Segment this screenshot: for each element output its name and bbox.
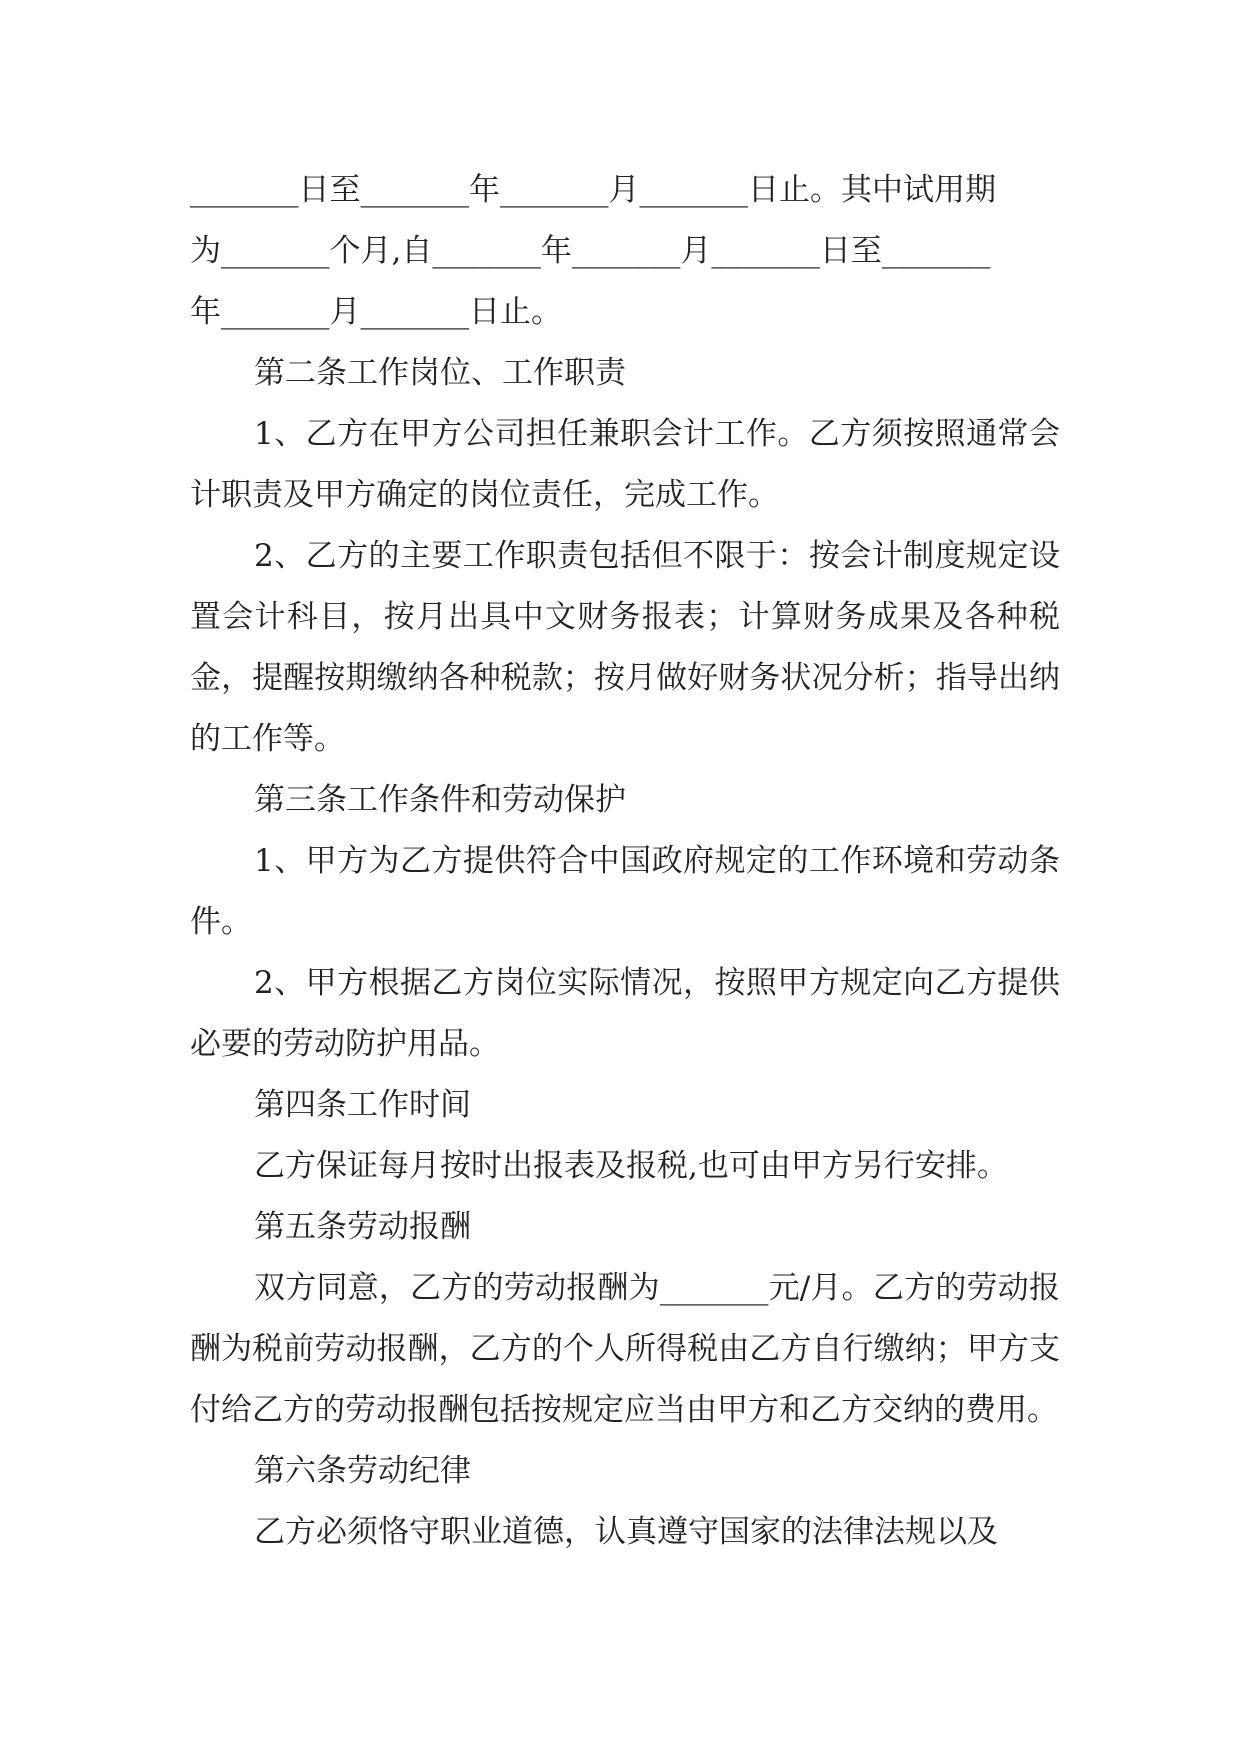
article-2-clause-2: 2、乙方的主要工作职责包括但不限于：按会计制度规定设置会计科目，按月出具中文财务报表；计算财务成果及各种税金，提醒按期缴纳各种税款；按月做好财务状况分析；指导出纳的工作等。: [190, 538, 1060, 757]
article-6-body: 乙方必须恪守职业道德，认真遵守国家的法律法规以及: [254, 1514, 998, 1550]
article-3-clause-1: 1、甲方为乙方提供符合中国政府规定的工作环境和劳动条件。: [190, 843, 1060, 940]
text-line: _______日至_______年_______月_______日止。其中试用期: [190, 172, 996, 208]
paragraph-term-dates: [190, 160, 1060, 343]
article-6-heading: 第六条劳动纪律: [254, 1453, 471, 1489]
article-2-clause-1: 1、乙方在甲方公司担任兼职会计工作。乙方须按照通常会计职责及甲方确定的岗位责任，完成工作。: [190, 416, 1060, 513]
document-body: [190, 160, 1060, 1563]
text-line: 年_______月_______日止。: [190, 294, 562, 330]
article-4-body: 乙方保证每月按时出报表及报税,也可由甲方另行安排。: [254, 1148, 1008, 1184]
article-3-clause-2: 2、甲方根据乙方岗位实际情况，按照甲方规定向乙方提供必要的劳动防护用品。: [190, 965, 1060, 1062]
article-3-heading: 第三条工作条件和劳动保护: [254, 782, 626, 818]
article-5-body: 双方同意，乙方的劳动报酬为_______元/月。乙方的劳动报酬为税前劳动报酬，乙方的个人所得税由乙方自行缴纳；甲方支付给乙方的劳动报酬包括按规定应当由甲方和乙方交纳的费用。: [190, 1270, 1060, 1428]
article-5-heading: 第五条劳动报酬: [254, 1209, 471, 1245]
article-4-heading: 第四条工作时间: [254, 1087, 471, 1123]
text-line: 为_______个月,自_______年_______月_______日至_______: [190, 233, 991, 269]
article-2-heading: 第二条工作岗位、工作职责: [254, 355, 626, 391]
